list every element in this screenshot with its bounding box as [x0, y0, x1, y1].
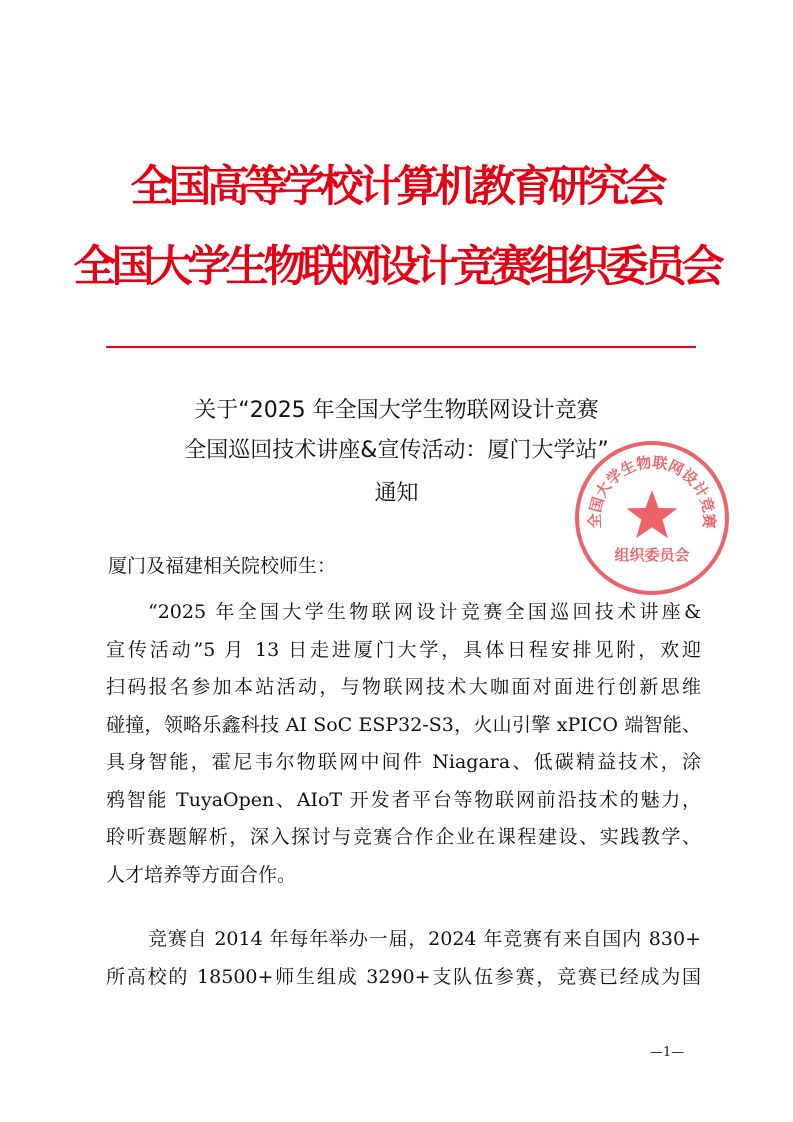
paragraph-line: 具身智能，霍尼韦尔物联网中间件 Niagara、低碳精益技术，涂: [106, 751, 701, 773]
paragraph-line: 聆听赛题解析，深入探讨与竞赛合作企业在课程建设、实践教学、: [106, 826, 701, 848]
paragraph-line: 人才培养等方面合作。: [106, 863, 297, 886]
organizer-name-1: 全国高等学校计算机教育研究会: [130, 162, 663, 212]
notice-title-line-3: 通知: [374, 481, 419, 506]
organizer-name-2: 全国大学生物联网设计竞赛组织委员会: [73, 242, 720, 292]
paragraph-line: 碰撞，领略乐鑫科技 AI SoC ESP32-S3，火山引擎 xPICO 端智能、: [106, 713, 701, 736]
svg-text:组织委员会: 组织委员会: [614, 546, 690, 564]
notice-title-line-1: 关于“2025 年全国大学生物联网设计竞赛: [194, 398, 599, 423]
paragraph-line: 鸦智能 TuyaOpen、AIoT 开发者平台等物联网前沿技术的魅力，: [106, 788, 701, 811]
notice-title-line-2: 全国巡回技术讲座&宣传活动：厦门大学站”: [184, 438, 609, 463]
paragraph-line: 宣传活动”5 月 13 日走进厦门大学，具体日程安排见附，欢迎: [106, 638, 701, 661]
paragraph-line: 竞赛自 2014 年每年举办一届，2024 年竞赛有来自国内 830+: [148, 928, 701, 950]
official-seal-stamp: [572, 438, 732, 598]
red-header-divider: [106, 346, 696, 348]
svg-text:全国大学生物联网设计竞赛: 全国大学生物联网设计竞赛: [585, 453, 719, 529]
body-paragraph-1: [106, 594, 701, 894]
paragraph-line: 所高校的 18500+师生组成 3290+支队伍参赛，竞赛已经成为国: [106, 965, 701, 988]
paragraph-line: “2025 年全国大学生物联网设计竞赛全国巡回技术讲座&: [148, 601, 701, 623]
body-paragraph-2: [106, 921, 701, 996]
paragraph-line: 扫码报名参加本站活动，与物联网技术大咖面对面进行创新思维: [106, 676, 701, 698]
page-number: —1—: [650, 1045, 685, 1060]
salutation: 厦门及福建相关院校师生：: [108, 555, 337, 577]
